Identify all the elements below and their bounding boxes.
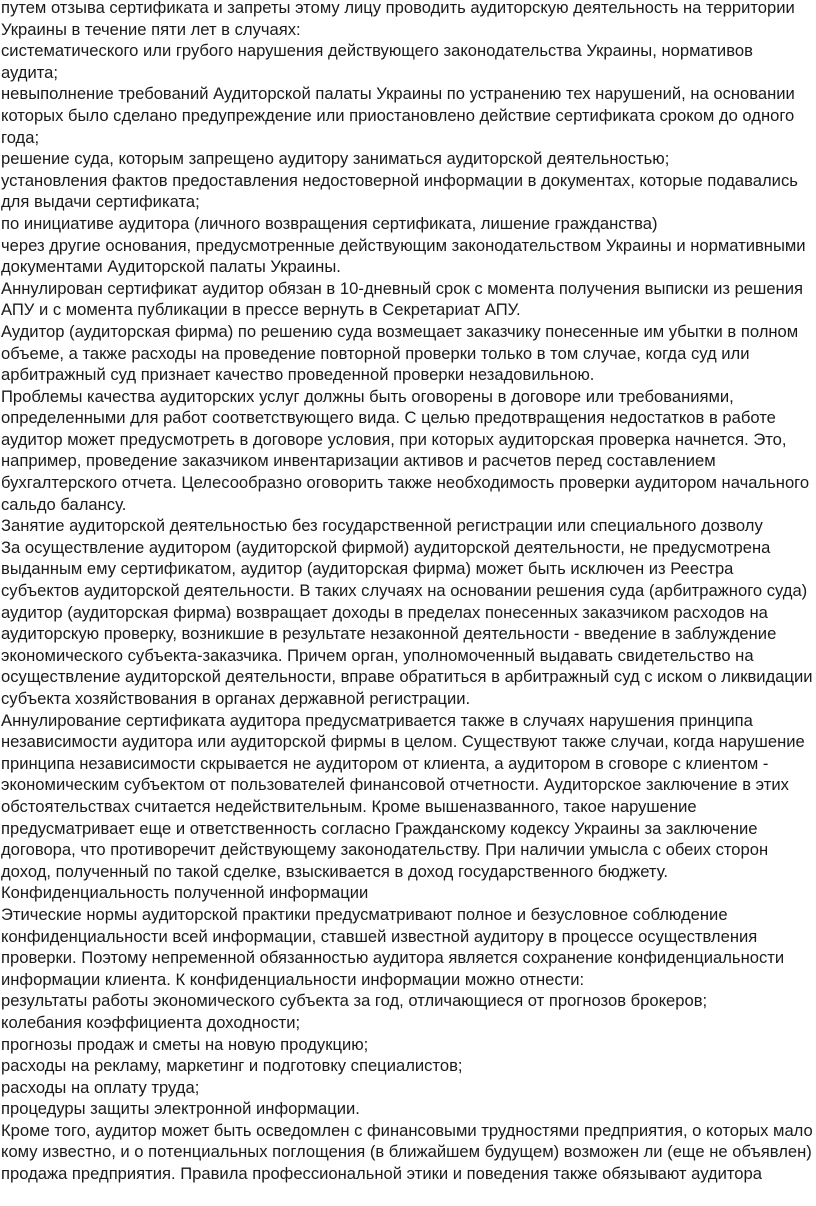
list-item-labor-costs: расходы на оплату труда; (1, 1077, 200, 1097)
list-item-advertising-costs: расходы на рекламу, маркетинг и подготовку специалистов; (1, 1056, 463, 1076)
paragraph-certificate-return: Аннулирован сертификат аудитор обязан в 10-дневный срок с момента получения выписки из решения АПУ и с момента публикации в прессе вернуть в Секретариат АПУ. (1, 278, 803, 320)
list-item-yield-fluctuations: колебания коэффициента доходности; (1, 1012, 301, 1032)
paragraph-damages: Аудитор (аудиторская фирма) по решению суда возмещает заказчику понесенные им убытки в полном объеме, а также расходы на проведение повторной проверки только в том случае, когда суд или арбитражный суд признает качество проведенной проверки незадовильною. (1, 321, 799, 385)
list-item-violation: систематического или грубого нарушения действующего законодательства Украины, нормативов аудита; (1, 41, 753, 82)
paragraph-registry-exclusion: За осуществление аудитором (аудиторской фирмой) аудиторской деятельности, не предусмотрена выданным ему сертификатом, аудитор (аудиторская фирма) может быть исключен из Реестра субъектов аудиторской деятельности. В таких случаях на основании решения суда (арбитражного суда) аудитор (аудиторская фирма) возвращает доходы в пределах понесенных заказчиком расходов на аудиторскую проверку, возникшие в результате незаконной деятельности - введение в заблуждение экономического субъекта-заказчика. Причем орган, уполномоченный выдавать свидетельство на осуществление аудиторской деятельности, вправе обратиться в арбитражный суд с иском о ликвидации субъекта хозяйствования в органах державной регистрации. (1, 537, 813, 708)
list-item-court-decision: решение суда, которым запрещено аудитору заниматься аудиторской деятельностью; (1, 149, 670, 169)
paragraph-confidentiality-rules: Этические нормы аудиторской практики предусматривают полное и безусловное соблюдение конфиденциальности всей информации, ставшей известной аудитору в процессе осуществления проверки. Поэтому непременной обязанностью аудитора является сохранение конфиденциальности информации клиента. К конфиденциальности информации можно отнести: (1, 904, 785, 989)
list-item-other-grounds: через другие основания, предусмотренные действующим законодательством Украины и нормативными документами Аудиторской палаты Украины. (1, 235, 806, 277)
list-item-auditor-initiative: по инициативе аудитора (личного возвращения сертификата, лишение гражданства) (1, 213, 658, 233)
document-body (1, 0, 814, 1185)
section-heading-confidentiality: Конфиденциальность полученной информации (1, 883, 369, 903)
list-item-noncompliance: невыполнение требований Аудиторской палаты Украины по устранению тех нарушений, на основании которых было сделано предупреждение или приостановлено действие сертификата сроком до одного года; (1, 84, 795, 147)
list-item-sales-forecasts: прогнозы продаж и сметы на новую продукцию; (1, 1034, 369, 1054)
list-item-annual-results: результаты работы экономического субъекта за год, отличающиеся от прогнозов брокеров; (1, 991, 708, 1011)
section-heading-unregistered-activity: Занятие аудиторской деятельностью без государственной регистрации или специального дозволу (1, 516, 763, 536)
paragraph-sanctions-intro: путем отзыва сертификата и запреты этому лицу проводить аудиторскую деятельность на территории Украины в течение пяти лет в случаях: (1, 0, 795, 39)
paragraph-financial-difficulties: Кроме того, аудитор может быть осведомлен с финансовыми трудностями предприятия, о которых мало кому известно, и о потенциальных поглощения (в ближайшем будущем) возможен ли (еще не объявлен) продажа предприятия. Правила профессиональной этики и поведения также обязывают аудитора (1, 1120, 813, 1184)
list-item-electronic-security: процедуры защиты электронной информации. (1, 1099, 360, 1119)
list-item-false-information: установления фактов предоставления недостоверной информации в документах, которые подавались для выдачи сертификата; (1, 170, 798, 212)
paragraph-quality-issues: Проблемы качества аудиторских услуг должны быть оговорены в договоре или требованиями, определенными для работ соответствующего вида. С целью предотвращения недостатков в работе аудитор может предусмотреть в договоре условия, при которых аудиторская проверка начнется. Это, например, проведение заказчиком инвентаризации активов и расчетов перед составлением бухгалтерского отчета. Целесообразно оговорить также необходимость проверки аудитором начального сальдо балансу. (1, 386, 810, 514)
paragraph-independence-violation: Аннулирование сертификата аудитора предусматривается также в случаях нарушения принципа независимости аудитора или аудиторской фирмы в целом. Существуют также случаи, когда нарушение принципа независимости скрывается не аудитором от клиента, а аудитором в сговоре с клиентом - экономическим субъектом от пользователей финансовой отчетности. Аудиторское заключение в этих обстоятельствах считается недействительным. Кроме вышеназванного, такое нарушение предусматривает еще и ответственность согласно Гражданскому кодексу Украины за заключение договора, что противоречит действующему законодательству. При наличии умысла с обеих сторон доход, полученный по такой сделке, взыскивается в доход государственного бюджету. (1, 710, 805, 881)
